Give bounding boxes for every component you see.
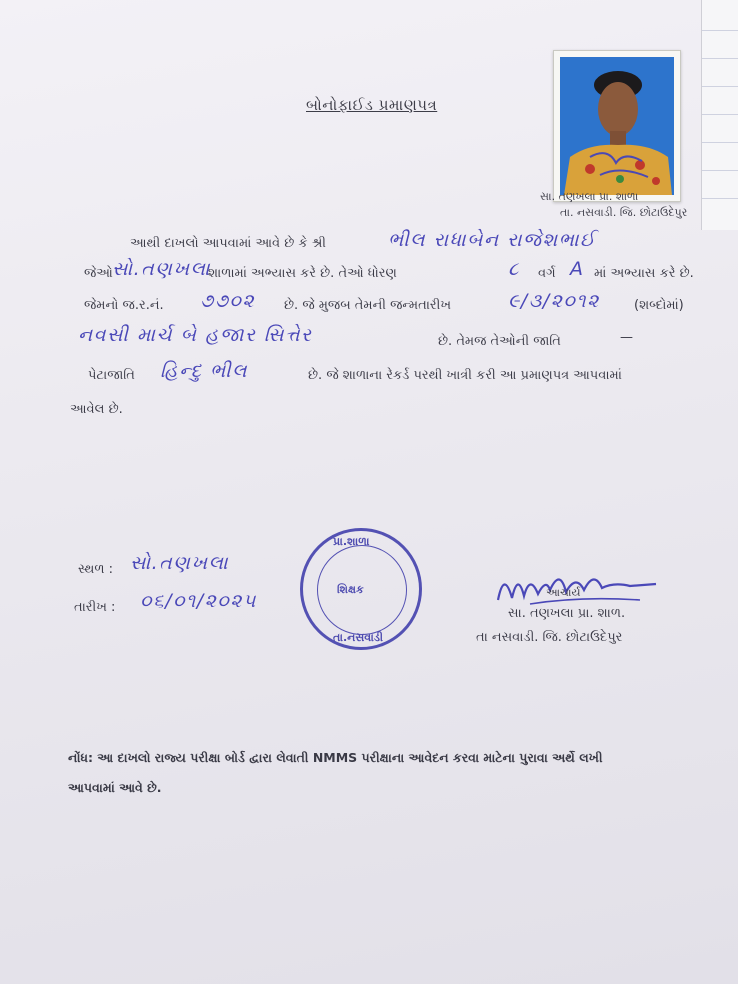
date-label: તારીખ : bbox=[74, 600, 116, 615]
place-label: સ્થળ : bbox=[78, 562, 114, 577]
class-label: વર્ગ bbox=[538, 266, 556, 281]
line3-prefix: જેમનો જ.ર.નં. bbox=[84, 298, 164, 313]
caste-value: — bbox=[620, 330, 633, 345]
line4-mid: છે. તેમજ તેઓની જાતિ bbox=[438, 334, 561, 349]
line3-suffix: (શબ્દોમાં) bbox=[634, 298, 684, 313]
birth-date: ૯/૩/૨૦૧૨ bbox=[508, 290, 600, 312]
stamp-middle-text: શિક્ષક bbox=[337, 583, 364, 596]
certificate-title: બોનોફાઈડ પ્રમાણપત્ર bbox=[306, 96, 438, 114]
line2-prefix: જેઓ bbox=[84, 266, 113, 281]
stamp-top-text: પ્રા.શાળા bbox=[333, 535, 370, 548]
note-line1: નોંધ: આ દાખલો રાજ્ય પરીક્ષા બોર્ડ દ્વારા લેવાતી NMMS પરીક્ષાના આવેદન કરવા માટેના પુરાવા અર્થે લખી bbox=[68, 750, 603, 765]
line6: આવેલ છે. bbox=[70, 402, 123, 417]
principal-school: સા. તણખલા પ્રા. શાળ. bbox=[508, 606, 626, 621]
birth-date-words: નવસી માર્ચ બે હજાર સિત્તેર bbox=[78, 324, 313, 346]
line5-prefix: પેટાજાતિ bbox=[88, 368, 135, 383]
gr-number: ૭૭૦૨ bbox=[200, 290, 256, 312]
note-line2: આપવામાં આવે છે. bbox=[68, 780, 162, 795]
school-name: સો.તણખલા bbox=[112, 258, 211, 280]
division-value: A bbox=[570, 258, 585, 280]
line2-suffix: શાળામાં અભ્યાસ કરે છે. તેઓ ધોરણ bbox=[208, 266, 397, 281]
place-value: સો.તણખલા bbox=[130, 552, 229, 574]
date-value: ૦૬/૦૧/૨૦૨૫ bbox=[140, 590, 257, 612]
photo-stamp-line1: સા. તણખલા પ્રા. શાળા bbox=[540, 190, 639, 203]
subcaste-value: હિન્દુ ભીલ bbox=[160, 360, 248, 382]
principal-address: તા નસવાડી. જિ. છોટાઉદેપુર bbox=[476, 630, 623, 645]
student-portrait-image bbox=[560, 57, 674, 195]
standard-value: ૮ bbox=[508, 258, 520, 280]
background-sheet bbox=[701, 0, 738, 230]
student-photo bbox=[553, 50, 681, 202]
school-stamp bbox=[300, 528, 422, 650]
line3-mid: છે. જે મુજબ તેમની જન્મતારીખ bbox=[284, 298, 452, 313]
line5-suffix: છે. જે શાળાના રેકર્ડ પરથી ખાત્રી કરી આ પ્રમાણપત્ર આપવામાં bbox=[308, 368, 622, 383]
line2-end: માં અભ્યાસ કરે છે. bbox=[594, 266, 694, 281]
photo-stamp-line2: તા. નસવાડી. જિ. છોટાઉદેપુર bbox=[560, 206, 688, 219]
student-name: ભીલ રાધાબેન રાજેશભાઈ bbox=[388, 229, 597, 251]
line1-prefix: આથી દાખલો આપવામાં આવે છે કે શ્રી bbox=[130, 236, 327, 251]
principal-title: આચાર્ય bbox=[546, 586, 581, 599]
stamp-bottom-text: તા.નસવાડી bbox=[333, 631, 384, 644]
